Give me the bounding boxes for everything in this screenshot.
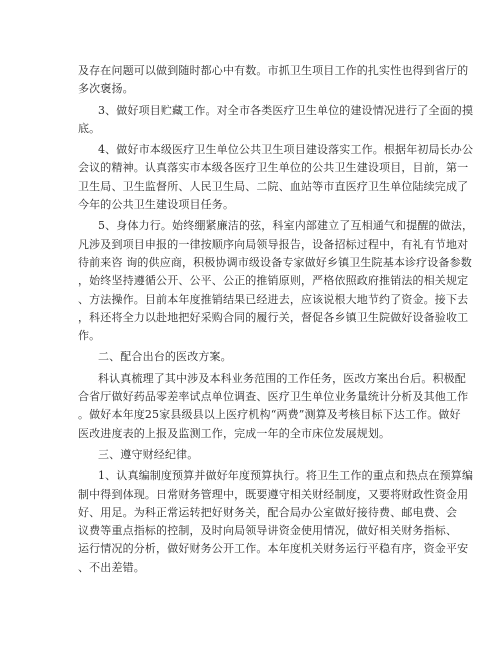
text-line: 会议的精神。认真落实市本级各医疗卫生单位的公共卫生建设项目，目前，第一 (78, 161, 469, 175)
text-line: 议费等重点指标的控制，及时向局领导讲资金使用情况，做好相关财务指标、 (78, 524, 458, 538)
document-body (78, 62, 474, 580)
text-line: 、不出差错。 (78, 560, 145, 574)
text-line: 合省厅做好药品零差率试点单位调查、医疗卫生单位业务量统计分析及其他工作 (78, 390, 469, 404)
text-line: 运行情况的分析，做好财务公开工作。本年度机关财务运行平稳有序，资金平安 (78, 542, 469, 556)
text-line: 制中得到体现。日常财务管理中，既要遵守相关财经制度，又要将财政性资金用 (78, 487, 469, 501)
text-line: 卫生局、卫生监督所、人民卫生局、二院、血站等市直医疗卫生单位陆续完成了 (78, 179, 469, 193)
text-line: 及存在问题可以做到随时都心中有数。市抓卫生项目工作的扎实性也得到省厅的 (78, 64, 469, 77)
text-line: 1、认真编制度预算并做好年度预算执行。将卫生工作的重点和热点在预算编 (98, 469, 474, 483)
text-line: 三、遵守财经纪律。 (98, 447, 199, 461)
text-line: ，始终坚持遵循公开、公平、公正的推销原则，严格依照政府推销法的相关规定 (78, 274, 469, 288)
text-line: 。做好本年度25家县级县以上医疗机构“两费”测算及考核目标下达工作。做好 (78, 408, 461, 422)
paragraph (78, 141, 474, 214)
paragraph (78, 217, 474, 345)
paragraph (78, 446, 424, 464)
text-line: 、方法操作。目前本年度推销结果已经进去，应该说根大地节约了资金。接下去 (78, 292, 469, 306)
text-line: 4、做好市本级医疗卫生单位公共卫生项目建设落实工作。根据年初局长办公 (98, 143, 474, 157)
text-line: 好、用足。为科正常运转把好财务关，配合局办公室做好接待费、邮电费、会 (78, 505, 458, 519)
text-line: 待前来咨 询的供应商，积极协调市级设备专家做好乡镇卫生院基本诊疗设备参数 (78, 255, 472, 269)
paragraph (78, 62, 469, 99)
paragraph (78, 370, 469, 443)
text-line: ，科还将全力以赴地把好采购合同的履行关，督促各乡镇卫生院做好设备验收工 (78, 310, 469, 324)
paragraph (78, 467, 474, 577)
text-line: 作。 (78, 329, 101, 343)
text-line: 3、做好项目贮藏工作。对全市各类医疗卫生单位的建设情况进行了全面的摸 (98, 103, 474, 117)
text-line: 二、配合出台的医改方案。 (98, 350, 232, 364)
text-line: 医改进度表的上报及监测工作，完成一年的全市床位发展规划。 (78, 426, 391, 440)
paragraph (78, 102, 474, 139)
paragraph (78, 348, 424, 366)
text-line: 今年的公共卫生建设项目任务。 (78, 198, 235, 212)
text-line: 科认真梳理了其中涉及本科业务范围的工作任务，医改方案出台后。积极配 (98, 371, 466, 385)
text-line: 多次褒扬。 (78, 82, 134, 96)
text-line: 凡涉及到项目申报的一律按顺序向局领导报告，设备招标过程中，有礼有节地对 (78, 237, 469, 251)
text-line: 5、身体力行。始终绷紧廉洁的弦，科室内部建立了互相通气和提醒的做法， (98, 219, 474, 233)
text-line: 底。 (78, 121, 101, 135)
